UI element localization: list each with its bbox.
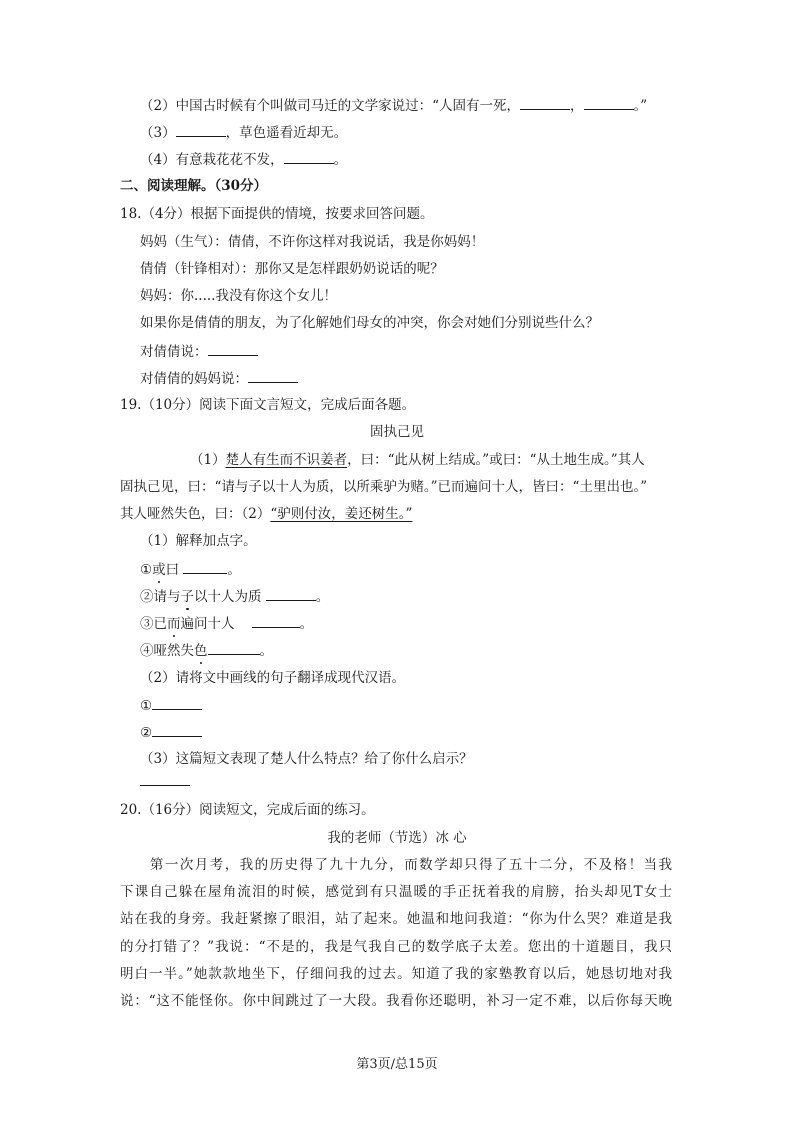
dotted-character: 色 bbox=[194, 643, 208, 659]
q20-passage-line: 下课自己躲在屋角流泪的时候，感觉到有只温暖的手正抚着我的肩膀，抬头却见T女士 bbox=[120, 884, 672, 900]
q17-item-3-number: （3） bbox=[140, 125, 176, 141]
q20-passage-line: 第一次月考，我的历史得了九十九分，而数学却只得了五十二分，不及格！当我 bbox=[120, 857, 672, 873]
q18-prompt: 如果你是倩倩的朋友，为了化解她们母女的冲突，你会对她们分别说些什么？ bbox=[140, 315, 599, 331]
q19-item-4-prefix: 哑然失 bbox=[153, 643, 194, 659]
q17-item-4-end: 。 bbox=[333, 152, 348, 168]
dotted-character: 而 bbox=[167, 616, 181, 632]
q19-item-2-end: 。 bbox=[315, 589, 330, 605]
q20-passage-line: 明白一半。”她款款地坐下，仔细问我的过去。知道了我的家塾教育以后，她恳切地对我 bbox=[120, 966, 672, 982]
q19-item-3-text: 遍问十人 bbox=[180, 616, 235, 632]
q18-stem: 18.（4分）根据下面提供的情境，按要求回答问题。 bbox=[120, 206, 434, 222]
q19-item-2 bbox=[140, 587, 329, 606]
q19-subquestion-3: （3）这篇短文表现了楚人什么特点？给了你什么启示？ bbox=[140, 751, 473, 767]
q19-underlined-sentence-2: “驴则付汝，姜还树生。” bbox=[270, 506, 413, 522]
q19-subquestion-1: （1）解释加点字。 bbox=[140, 533, 257, 549]
q17-item-2-end: 。” bbox=[633, 98, 648, 114]
q19-translation-2 bbox=[140, 723, 202, 742]
q20-passage-title: 我的老师（节选）冰 心 bbox=[327, 830, 467, 846]
q19-item-1-end: 。 bbox=[227, 562, 241, 578]
q18-answer-1-label: 对倩倩说： bbox=[140, 344, 208, 360]
answer-blank[interactable] bbox=[176, 123, 226, 137]
q19-stem: 19.（10分）阅读下面文言短文，完成后面各题。 bbox=[120, 397, 416, 413]
answer-blank[interactable] bbox=[520, 96, 570, 110]
q17-item-3-text: ，草色遥看近却无。 bbox=[225, 125, 348, 141]
dotted-character: 子 bbox=[180, 589, 194, 605]
answer-blank[interactable] bbox=[152, 723, 202, 737]
q19-underlined-sentence-1: 楚人有生而不识姜者 bbox=[225, 452, 348, 468]
q17-item-3 bbox=[140, 123, 347, 142]
q18-dialogue-3: 妈妈：你.....我没有你这个女儿！ bbox=[140, 288, 337, 304]
q18-answer-2 bbox=[140, 369, 298, 388]
q19-item-2-prefix: 请与 bbox=[153, 589, 181, 605]
q19-passage-line-2: 固执己见，曰：“请与子以十人为质，以所乘驴为赌。”已而遍问十人，皆曰：“土里出也。” bbox=[120, 479, 648, 495]
q19-item-1-number: ① bbox=[140, 562, 153, 578]
answer-blank[interactable] bbox=[208, 342, 258, 356]
q19-item-2-text: 以十人为质 bbox=[194, 589, 262, 605]
q19-item-1 bbox=[140, 560, 241, 579]
q18-dialogue-2: 倩倩（针锋相对）：那你又是怎样跟奶奶说话的呢？ bbox=[140, 261, 444, 277]
q19-item-3-end: 。 bbox=[299, 616, 314, 632]
q17-item-4-text: （4）有意栽花花不发， bbox=[140, 152, 284, 168]
q17-item-4 bbox=[140, 150, 347, 169]
q18-dialogue-1: 妈妈（生气）：倩倩，不许你这样对我说话，我是你妈妈！ bbox=[140, 234, 485, 250]
answer-blank[interactable] bbox=[266, 587, 316, 601]
q20-passage-line: 说：“这不能怪你。你中间跳过了一大段。我看你还聪明，补习一定不难，以后你每天晚 bbox=[120, 993, 672, 1009]
q19-passage-line-1-rest: ，曰：“此从树上结成。”或曰：“从土地生成。”其人 bbox=[347, 452, 645, 468]
q19-subquestion-2: （2）请将文中画线的句子翻译成现代汉语。 bbox=[140, 670, 406, 686]
q19-item-1-text: 曰 bbox=[165, 562, 180, 578]
q20-stem: 20.（16分）阅读短文，完成后面的练习。 bbox=[120, 802, 375, 818]
q19-item-3-prefix: 已 bbox=[153, 616, 167, 632]
section-heading: 二、阅读理解。（30分） bbox=[120, 178, 268, 194]
q19-item-4-number: ④ bbox=[140, 643, 154, 659]
q17-item-2-text: （2）中国古时候有个叫做司马迁的文学家说过：“人固有一死， bbox=[140, 98, 520, 114]
q17-item-2-separator: ， bbox=[570, 98, 584, 114]
q19-item-3 bbox=[140, 614, 313, 633]
q19-translation-1-number: ① bbox=[140, 698, 153, 714]
q19-passage-line-3-text: 其人哑然失色，曰：（2） bbox=[120, 506, 271, 522]
q20-passage-line: 的分打错了？”我说：“不是的，我是气我自己的数学底子太差。您出的十道题目，我只 bbox=[120, 939, 672, 955]
answer-blank[interactable] bbox=[284, 150, 334, 164]
q19-passage-title: 固执己见 bbox=[370, 424, 424, 440]
answer-blank[interactable] bbox=[208, 641, 260, 655]
q18-answer-1 bbox=[140, 342, 258, 361]
q19-passage-line-1 bbox=[190, 451, 645, 469]
q19-item-4-end: 。 bbox=[259, 643, 273, 659]
q19-translation-1 bbox=[140, 696, 202, 715]
q19-item-2-number: ② bbox=[140, 589, 154, 605]
answer-blank[interactable] bbox=[248, 369, 298, 383]
answer-blank[interactable] bbox=[183, 560, 227, 574]
q19-item-4 bbox=[140, 641, 273, 660]
q19-passage-line-3 bbox=[120, 505, 412, 523]
q19-translation-2-number: ② bbox=[140, 725, 153, 741]
q17-item-2 bbox=[140, 96, 647, 115]
page-number: 第3页/总15页 bbox=[356, 1057, 438, 1072]
q18-answer-2-label: 对倩倩的妈妈说： bbox=[140, 371, 248, 387]
q19-answer-line bbox=[140, 772, 190, 791]
answer-blank[interactable] bbox=[252, 614, 300, 628]
answer-blank[interactable] bbox=[584, 96, 634, 110]
q20-passage-line: 站在我的身旁。我赶紧擦了眼泪，站了起来。她温和地问我道：“你为什么哭？难道是我 bbox=[120, 911, 672, 927]
answer-blank[interactable] bbox=[140, 772, 190, 786]
q19-mark-1: （1） bbox=[190, 452, 226, 468]
answer-blank[interactable] bbox=[152, 696, 202, 710]
q19-item-3-number: ③ bbox=[140, 616, 154, 632]
dotted-character: 或 bbox=[152, 562, 166, 578]
